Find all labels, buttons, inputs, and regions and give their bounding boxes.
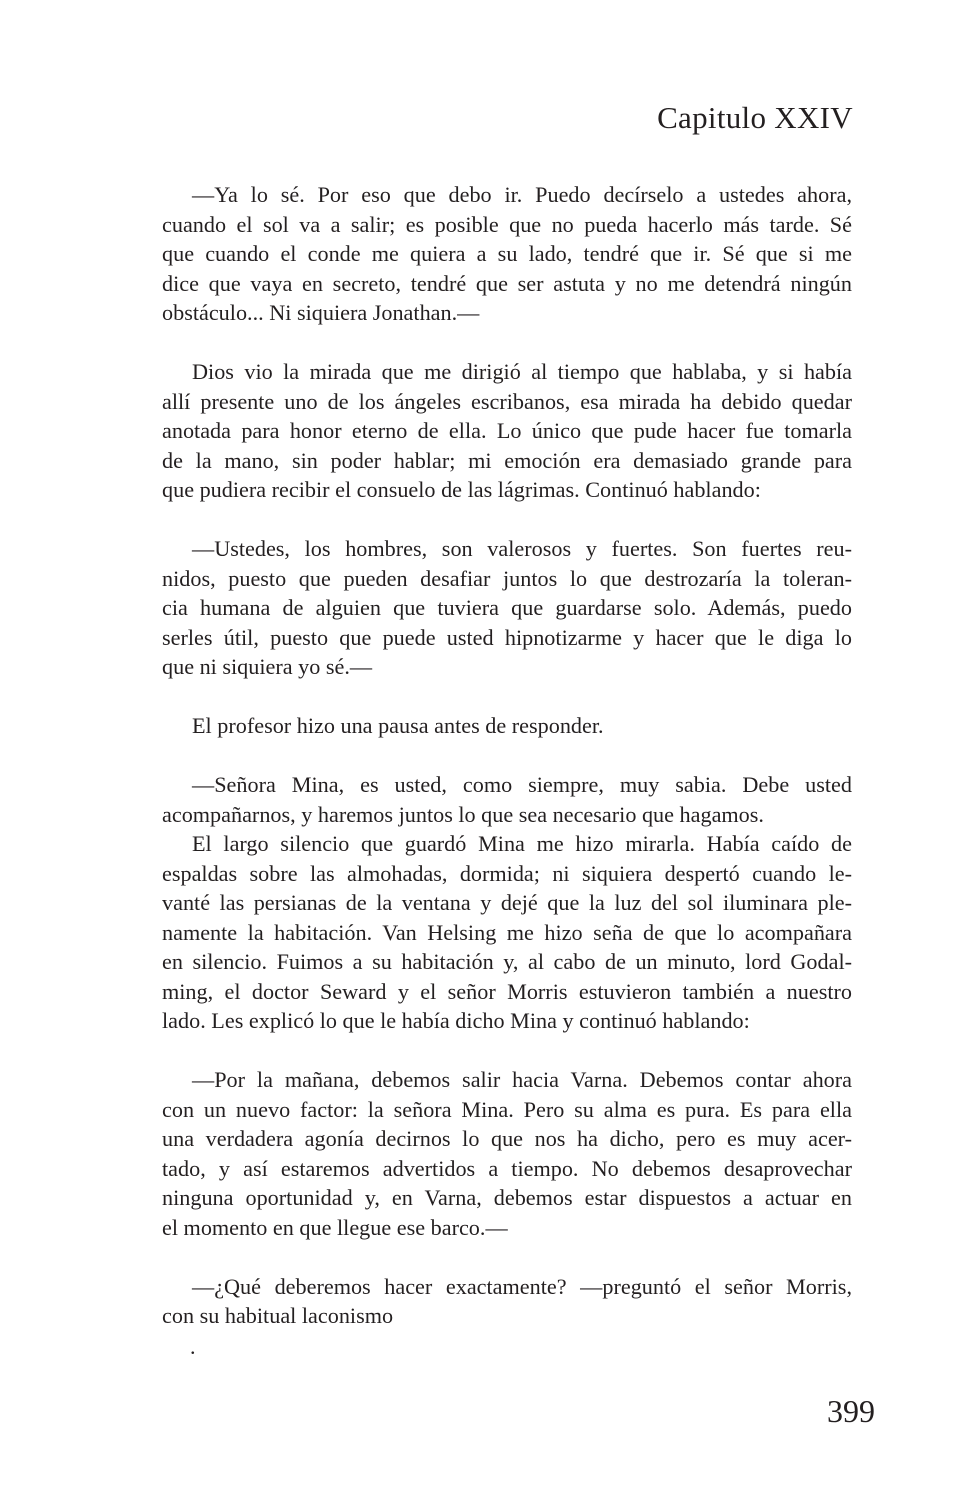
text-line: —Señora Mina, es usted, como siempre, muy sabia. Debe usted bbox=[192, 772, 852, 797]
text-line: acompañarnos, y haremos juntos lo que sea necesario que hagamos. bbox=[162, 801, 764, 827]
text-line: que cuando el conde me quiera a su lado, tendré que ir. Sé que si me bbox=[162, 241, 852, 266]
paragraph bbox=[162, 1065, 852, 1242]
text-line: —¿Qué deberemos hacer exactamente? —preguntó el señor Morris, bbox=[192, 1273, 852, 1299]
text-line: vanté las persianas de la ventana y dejé que la luz del sol iluminara ple- bbox=[162, 890, 852, 915]
text-line: dice que vaya en secreto, tendré que ser astuta y no me detendrá ningún bbox=[162, 270, 852, 296]
text-line: con su habitual laconismo bbox=[162, 1303, 394, 1328]
text-line: —Por la mañana, debemos salir hacia Varna. Debemos contar ahora bbox=[192, 1067, 852, 1092]
body-text bbox=[162, 180, 852, 1331]
text-line: en silencio. Fuimos a su habitación y, al cabo de un minuto, lord Godal- bbox=[162, 949, 852, 974]
paragraph bbox=[162, 711, 852, 741]
text-line: cuando el sol va a salir; es posible que no pueda hacerlo más tarde. Sé bbox=[162, 211, 852, 237]
text-line: lado. Les explicó lo que le había dicho Mina y continuó hablando: bbox=[162, 1008, 750, 1033]
paragraph bbox=[162, 357, 852, 505]
paragraph bbox=[162, 770, 852, 829]
text-line: serles útil, puesto que puede usted hipnotizarme y hacer que le diga lo bbox=[162, 624, 852, 650]
text-line: obstáculo... Ni siquiera Jonathan.— bbox=[162, 300, 480, 325]
text-line: El largo silencio que guardó Mina me hizo mirarla. Había caído de bbox=[192, 831, 852, 856]
text-line: ninguna oportunidad y, en Varna, debemos estar dispuestos a actuar en bbox=[162, 1185, 852, 1210]
paragraph bbox=[162, 534, 852, 682]
text-line: una verdadera agonía decirnos lo que nos ha dicho, pero es muy acer- bbox=[162, 1126, 852, 1151]
text-line: que ni siquiera yo sé.— bbox=[162, 654, 373, 679]
paragraph bbox=[162, 1272, 852, 1331]
text-line: tado, y así estaremos advertidos a tiempo. No debemos desaprovechar bbox=[162, 1155, 852, 1181]
text-line: namente la habitación. Van Helsing me hizo seña de que lo acompañara bbox=[162, 919, 852, 945]
text-line: Dios vio la mirada que me dirigió al tiempo que hablaba, y si había bbox=[192, 359, 852, 384]
text-line: —Ustedes, los hombres, son valerosos y fuertes. Son fuertes reu- bbox=[192, 536, 852, 561]
text-line: que pudiera recibir el consuelo de las lágrimas. Continuó hablando: bbox=[162, 477, 761, 502]
text-line: ming, el doctor Seward y el señor Morris estuvieron también a nuestro bbox=[162, 978, 852, 1004]
page-number: 399 bbox=[827, 1393, 875, 1429]
paragraph bbox=[162, 180, 852, 328]
text-line: espaldas sobre las almohadas, dormida; ni siquiera despertó cuando le- bbox=[162, 860, 852, 886]
text-line: de la mano, sin poder hablar; mi emoción era demasiado grande para bbox=[162, 447, 852, 473]
text-line: allí presente uno de los ángeles escribanos, esa mirada ha debido quedar bbox=[162, 388, 852, 414]
stray-mark: . bbox=[190, 1334, 196, 1359]
paragraph bbox=[162, 829, 852, 1036]
text-line: el momento en que llegue ese barco.— bbox=[162, 1214, 508, 1240]
text-line: con un nuevo factor: la señora Mina. Pero su alma es pura. Es para ella bbox=[162, 1096, 852, 1122]
text-line: nidos, puesto que pueden desafiar juntos lo que destrozaría la toleran- bbox=[162, 565, 852, 591]
text-line: cia humana de alguien que tuviera que guardarse solo. Además, puedo bbox=[162, 595, 852, 620]
text-line: —Ya lo sé. Por eso que debo ir. Puedo decírselo a ustedes ahora, bbox=[192, 182, 852, 207]
text-line: El profesor hizo una pausa antes de responder. bbox=[192, 713, 604, 738]
chapter-title: Capitulo XXIV bbox=[657, 100, 853, 135]
text-line: anotada para honor eterno de ella. Lo único que pude hacer fue tomarla bbox=[162, 418, 852, 443]
